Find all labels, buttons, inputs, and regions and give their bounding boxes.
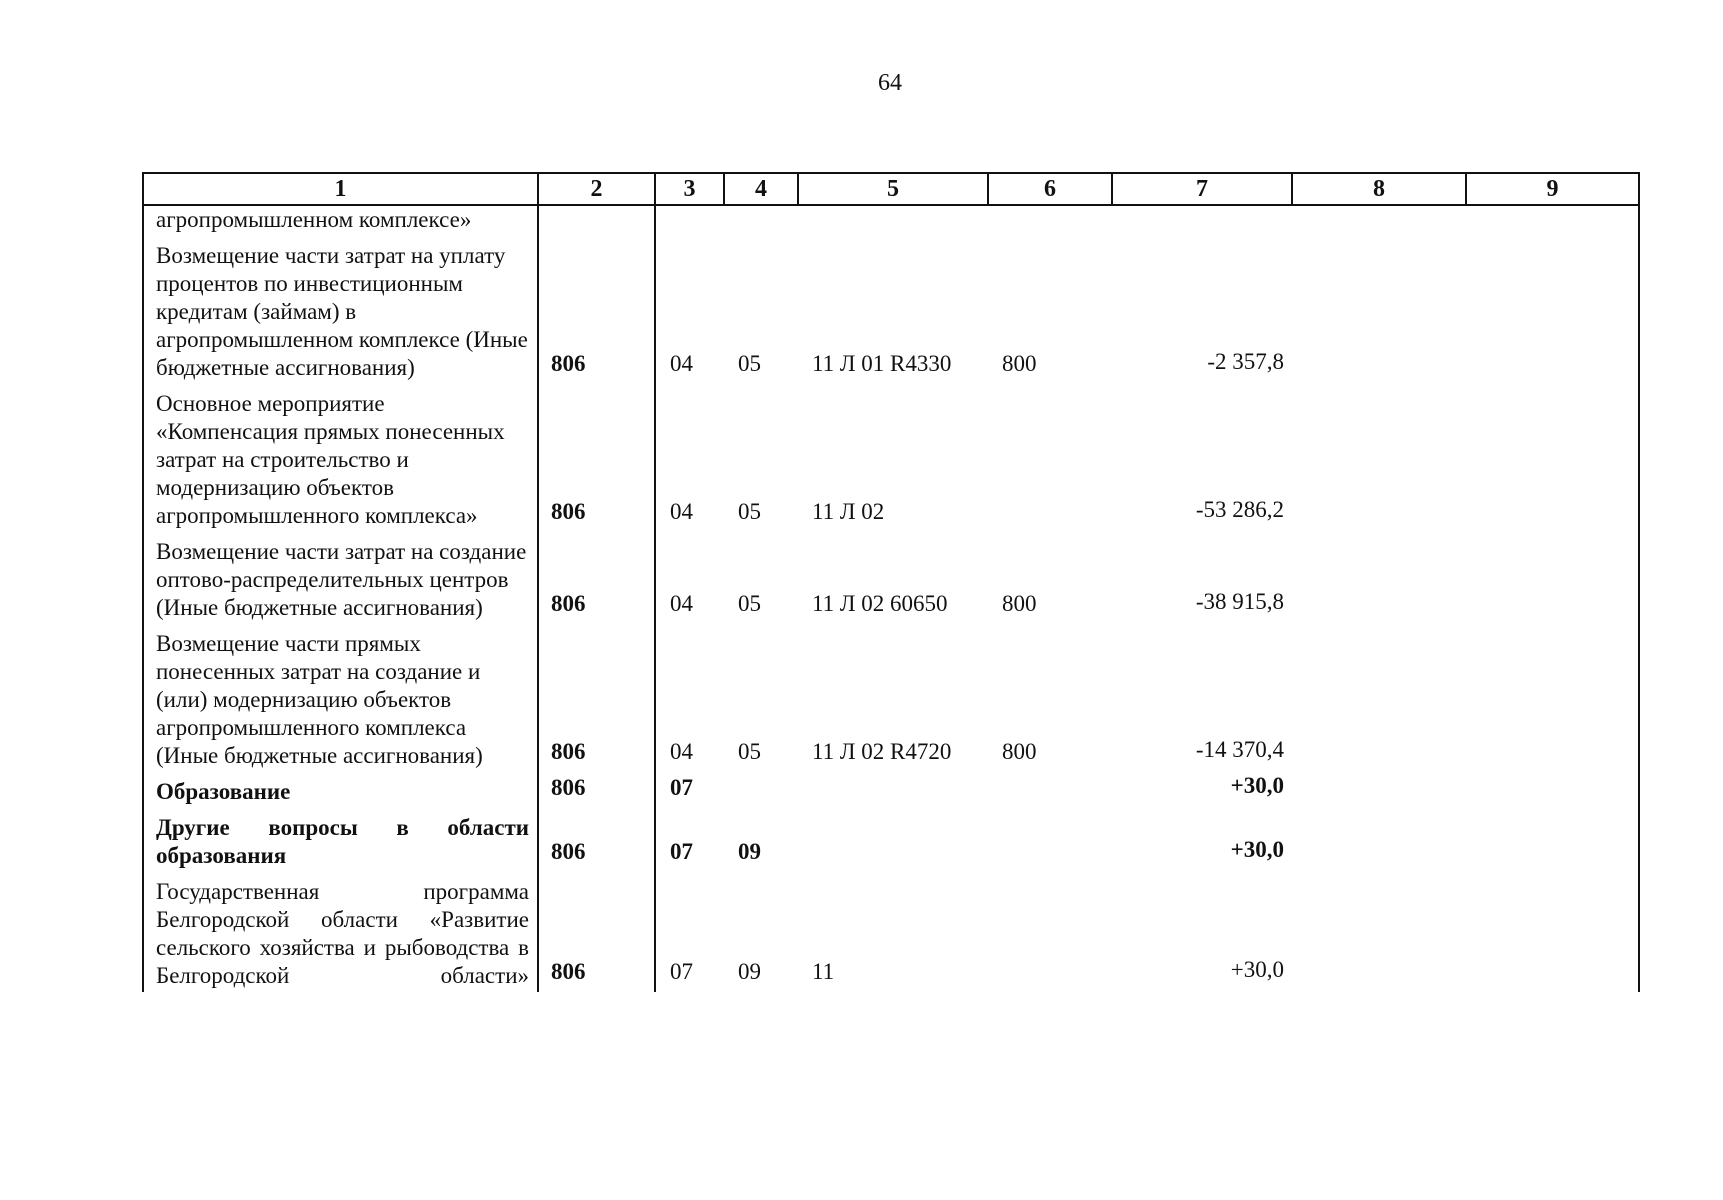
- row-col9: [1466, 872, 1639, 992]
- table-row: [143, 872, 1639, 992]
- row-section: 07: [670, 775, 693, 800]
- row-col8: [1292, 872, 1466, 992]
- row-amount: +30,0: [1230, 773, 1284, 798]
- column-header: 7: [1112, 173, 1292, 205]
- row-amount: -2 357,8: [1207, 349, 1284, 374]
- row-subsection: 05: [738, 591, 761, 616]
- row-col9: [1466, 205, 1639, 236]
- row-section: 07: [670, 959, 693, 984]
- row-name: агропромышленном комплексе»: [143, 205, 538, 236]
- row-section: 04: [670, 499, 693, 524]
- table-header-row: [143, 173, 1639, 205]
- row-amount: -14 370,4: [1195, 737, 1284, 762]
- row-vr: 800: [1002, 351, 1037, 376]
- table-row: [143, 772, 1639, 808]
- row-name: Возмещение части затрат на уплату процентов по инвестиционным кредитам (займам) в агропромышленном комплексе (Иные бюджетные ассигнования): [143, 236, 538, 384]
- column-header: 2: [538, 173, 655, 205]
- row-target: 11 Л 01 R4330: [812, 351, 952, 376]
- table-row: [143, 532, 1639, 624]
- table-row: [143, 384, 1639, 532]
- row-target: [798, 808, 988, 872]
- row-name: Возмещение части затрат на создание оптово-распределительных центров (Иные бюджетные ассигнования): [143, 532, 538, 624]
- column-header: 5: [798, 173, 988, 205]
- row-section: 07: [670, 839, 693, 864]
- column-header: 1: [143, 173, 538, 205]
- row-col8: [1292, 624, 1466, 772]
- row-col9: [1466, 624, 1639, 772]
- row-subsection: 05: [738, 351, 761, 376]
- row-grbs: 806: [538, 772, 655, 808]
- row-name: Основное мероприятие «Компенсация прямых понесенных затрат на строительство и модернизацию объектов агропромышленного комплекса»: [143, 384, 538, 532]
- row-target: 11 Л 02: [812, 499, 885, 524]
- row-amount: -53 286,2: [1195, 497, 1284, 522]
- table-row: [143, 205, 1639, 236]
- row-vr: [988, 808, 1112, 872]
- row-col9: [1466, 772, 1639, 808]
- row-subsection: 05: [738, 739, 761, 764]
- row-grbs: 806: [538, 532, 655, 624]
- row-vr: [988, 384, 1112, 532]
- row-section: 04: [670, 739, 693, 764]
- row-name: Образование: [143, 772, 538, 808]
- page-number: 64: [878, 70, 902, 96]
- row-name: Другие вопросы в области образования: [143, 808, 538, 872]
- row-amount: +30,0: [1230, 957, 1284, 982]
- row-vr: [988, 872, 1112, 992]
- row-target: [798, 205, 988, 236]
- row-grbs: 806: [538, 872, 655, 992]
- row-vr: 800: [1002, 739, 1037, 764]
- column-header: 8: [1292, 173, 1466, 205]
- row-section: [655, 205, 724, 236]
- row-name: Возмещение части прямых понесенных затрат на создание и (или) модернизацию объектов агропромышленного комплекса (Иные бюджетные ассигнования): [143, 624, 538, 772]
- table-row: [143, 236, 1639, 384]
- row-col8: [1292, 808, 1466, 872]
- row-col9: [1466, 236, 1639, 384]
- budget-table: [142, 172, 1640, 992]
- column-header: 9: [1466, 173, 1639, 205]
- row-grbs: 806: [538, 624, 655, 772]
- row-grbs: 806: [538, 384, 655, 532]
- row-grbs: [538, 205, 655, 236]
- row-subsection: 09: [738, 839, 761, 864]
- row-col8: [1292, 772, 1466, 808]
- row-subsection: [724, 772, 798, 808]
- row-name: Государственная программа Белгородской области «Развитие сельского хозяйства и рыбоводства в Белгородской области»: [143, 872, 538, 992]
- row-col9: [1466, 384, 1639, 532]
- table-row: [143, 808, 1639, 872]
- row-target: 11: [812, 959, 835, 984]
- column-header: 4: [724, 173, 798, 205]
- row-vr: 800: [1002, 591, 1037, 616]
- row-amount: +30,0: [1230, 837, 1284, 862]
- row-grbs: 806: [538, 808, 655, 872]
- column-header: 6: [988, 173, 1112, 205]
- row-section: 04: [670, 351, 693, 376]
- row-subsection: [724, 205, 798, 236]
- row-target: 11 Л 02 60650: [812, 591, 948, 616]
- column-header: 3: [655, 173, 724, 205]
- table-row: [143, 624, 1639, 772]
- row-target: 11 Л 02 R4720: [812, 739, 952, 764]
- row-subsection: 05: [738, 499, 761, 524]
- row-vr: [988, 205, 1112, 236]
- row-subsection: 09: [738, 959, 761, 984]
- row-amount: [1112, 205, 1292, 236]
- row-target: [798, 772, 988, 808]
- row-col8: [1292, 205, 1466, 236]
- row-grbs: 806: [538, 236, 655, 384]
- row-col8: [1292, 384, 1466, 532]
- row-col9: [1466, 808, 1639, 872]
- row-vr: [988, 772, 1112, 808]
- row-col8: [1292, 236, 1466, 384]
- row-col9: [1466, 532, 1639, 624]
- row-col8: [1292, 532, 1466, 624]
- row-section: 04: [670, 591, 693, 616]
- row-amount: -38 915,8: [1195, 589, 1284, 614]
